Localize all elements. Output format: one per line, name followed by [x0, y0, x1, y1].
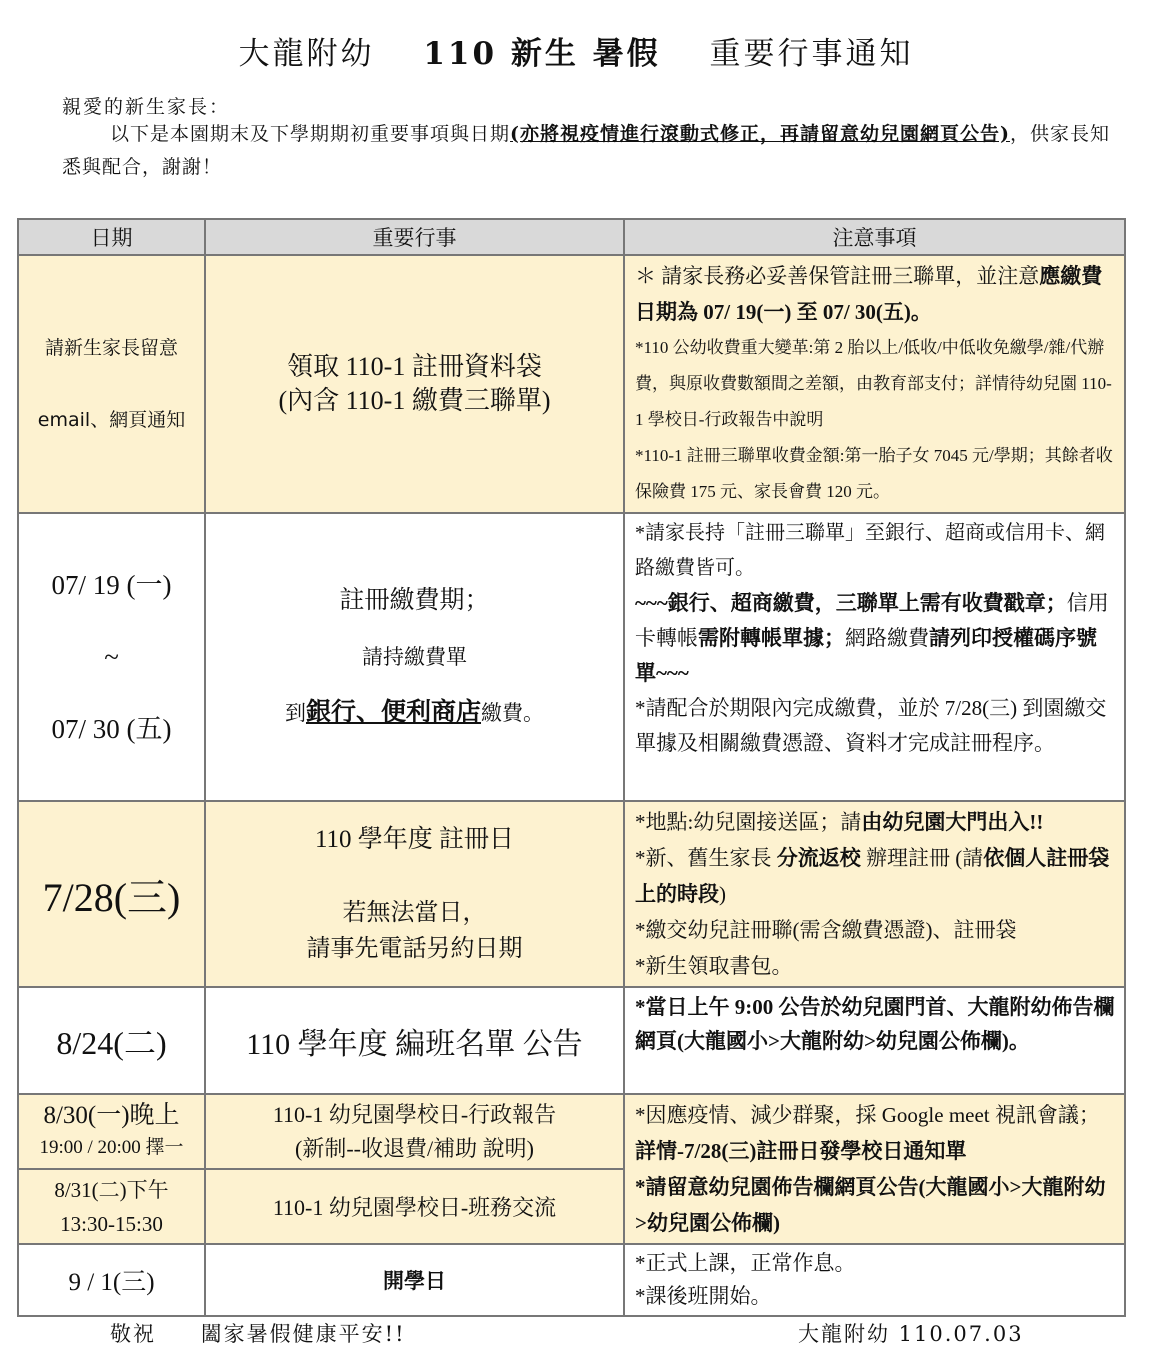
date-line: email、網頁通知 [37, 409, 186, 431]
note-text: 網路繳費 [845, 626, 929, 650]
notes-cell [624, 1094, 1125, 1244]
table-row [18, 987, 1125, 1094]
note-emphasis: 分流返校 [776, 846, 861, 870]
note-item: *請家長持「註冊三聯單」至銀行、超商或信用卡、網路繳費皆可。 [635, 522, 1105, 579]
note-item [635, 1097, 1116, 1169]
schedule-table [17, 218, 1126, 1317]
date-line: 8/30(一)晚上 [43, 1101, 180, 1129]
notes-cell: *當日上午 9:00 公告於幼兒園門首、大龍附幼佈告欄網頁(大龍國小>大龍附幼>幼兒園公佈欄)。 [624, 987, 1125, 1094]
note-text: 辦理註冊 (請 [860, 846, 984, 870]
table-header-row [18, 219, 1125, 255]
note-item: *課後班開始。 [635, 1284, 772, 1308]
note-text: *因應疫情、減少群聚，採 Google meet 視訊會議； [635, 1103, 1100, 1127]
note-text: *地點:幼兒園接送區；請 [635, 810, 862, 834]
date-line: 請新生家長留意 [44, 337, 178, 359]
note-emphasis: 應繳費日期為 07/ 19(一) 至 07/ 30(五)。 [635, 264, 1103, 324]
closing-greeting [110, 1318, 406, 1348]
notes-cell [624, 801, 1125, 987]
header-event: 重要行事 [205, 219, 624, 255]
note-item [635, 804, 1116, 840]
event-text: 繳費。 [481, 701, 544, 725]
header-notes: 注意事項 [624, 219, 1125, 255]
date-cell [18, 255, 205, 513]
closing-wish: 闔家暑假健康平安!! [200, 1322, 406, 1346]
page-title [0, 28, 1152, 73]
notes-cell [624, 255, 1125, 513]
date-cell: 9 / 1(三) [18, 1244, 205, 1316]
note-item: *請配合於期限內完成繳費，並於 7/28(三) 到園繳交單據及相關繳費憑證、資料才完成註冊程序。 [635, 696, 1107, 755]
event-cell [205, 801, 624, 987]
event-line: 請事先電話另約日期 [306, 934, 523, 962]
event-cell: 110-1 幼兒園學校日-班務交流 [205, 1169, 624, 1244]
date-cell [18, 1094, 205, 1169]
note-emphasis: 詳情-7/28(三)註冊日發學校日通知單 [635, 1139, 967, 1163]
event-line: 請持繳費單 [362, 645, 467, 669]
table-row [18, 255, 1125, 513]
note-item [635, 586, 1116, 691]
closing-salutation: 敬祝 [110, 1322, 156, 1346]
date-line: 8/31(二)下午 [54, 1177, 169, 1202]
note-text: 信用卡轉帳 [635, 591, 1109, 650]
date-cell [18, 1169, 205, 1244]
date-cell: 8/24(二) [18, 987, 205, 1094]
note-emphasis: 需附轉帳單據； [698, 626, 845, 650]
event-cell [205, 255, 624, 513]
event-cell [205, 513, 624, 801]
date-line: 07/ 19 (一) [51, 570, 172, 600]
event-text: 到 [284, 701, 306, 725]
note-emphasis: 請列印授權碼序號單~~~ [635, 626, 1097, 685]
note-item: *110 公幼收費重大變革:第 2 胎以上/低收/中低收免繳學/雜/代辦費，與原收費數額間之差額，由教育部支付；詳情待幼兒園 110-1 學校日-行政報告中說明 [635, 338, 1112, 429]
event-line: 110 學年度 註冊日 [314, 826, 515, 853]
event-line: 110-1 幼兒園學校日-行政報告 [272, 1101, 557, 1127]
signature-date: 大龍附幼 110.07.03 [798, 1322, 1024, 1346]
table-row [18, 1094, 1125, 1169]
event-spacer [206, 858, 623, 894]
event-line: (新制--收退費/補助 說明) [295, 1135, 534, 1161]
title-term: 110 新生 暑假 [423, 36, 661, 72]
table-row [18, 801, 1125, 987]
note-text: *新、舊生家長 [635, 846, 777, 870]
note-text: ＊ 請家長務必妥善保管註冊三聯單，並注意 [635, 264, 1040, 288]
note-emphasis: 三聯單上需有收費戳章； [835, 591, 1067, 615]
event-cell [205, 1094, 624, 1169]
intro-tail: ，供家長知悉與配合，謝謝！ [62, 123, 1111, 178]
note-text: ) [719, 882, 726, 906]
note-item: *110-1 註冊三聯單收費金額:第一胎子女 7045 元/學期；其餘者收保險費 175 元、家長會費 120 元。 [635, 446, 1113, 501]
event-line: 若無法當日， [342, 898, 487, 926]
note-emphasis: 依個人註冊袋上的時段 [635, 846, 1110, 906]
note-text: ~~~銀行、超商繳費， [635, 591, 836, 615]
date-line: 19:00 / 20:00 擇一 [39, 1136, 184, 1158]
greeting: 親愛的新生家長： [62, 96, 231, 118]
event-line: 領取 110-1 註冊資料袋 [287, 352, 542, 381]
table-row [18, 513, 1125, 801]
intro-emphasis: (亦將視疫情進行滾動式修正，再請留意幼兒園網頁公告) [510, 123, 1010, 145]
notes-cell [624, 1244, 1125, 1316]
date-line: 07/ 30 (五) [51, 714, 172, 744]
event-cell: 110 學年度 編班名單 公告 [205, 987, 624, 1094]
table-row [18, 1244, 1125, 1316]
date-cell [18, 513, 205, 801]
title-notice: 重要行事通知 [709, 36, 914, 72]
date-line: ~ [104, 642, 119, 672]
note-item: *正式上課，正常作息。 [635, 1251, 856, 1275]
event-emphasis: 銀行、便利商店 [305, 699, 481, 726]
intro-text: 以下是本園期末及下學期期初重要事項與日期 [110, 123, 511, 145]
note-item: *新生領取書包。 [635, 954, 793, 978]
event-line: (內含 110-1 繳費三聯單) [278, 386, 551, 415]
event-line [206, 685, 623, 741]
intro-paragraph [62, 118, 1112, 184]
note-item: *繳交幼兒註冊聯(需含繳費憑證)、註冊袋 [635, 918, 1017, 942]
date-line: 13:30-15:30 [60, 1211, 163, 1236]
title-school: 大龍附幼 [238, 36, 375, 72]
event-cell: 開學日 [205, 1244, 624, 1316]
date-cell: 7/28(三) [18, 801, 205, 987]
event-line: 註冊繳費期； [339, 587, 490, 614]
header-date: 日期 [18, 219, 205, 255]
note-item [635, 840, 1116, 912]
note-emphasis: 由幼兒園大門出入!! [861, 810, 1044, 834]
notes-cell [624, 513, 1125, 801]
note-item: *請留意幼兒園佈告欄網頁公告(大龍國小>大龍附幼>幼兒園公佈欄) [635, 1175, 1106, 1235]
note-item [635, 258, 1116, 330]
